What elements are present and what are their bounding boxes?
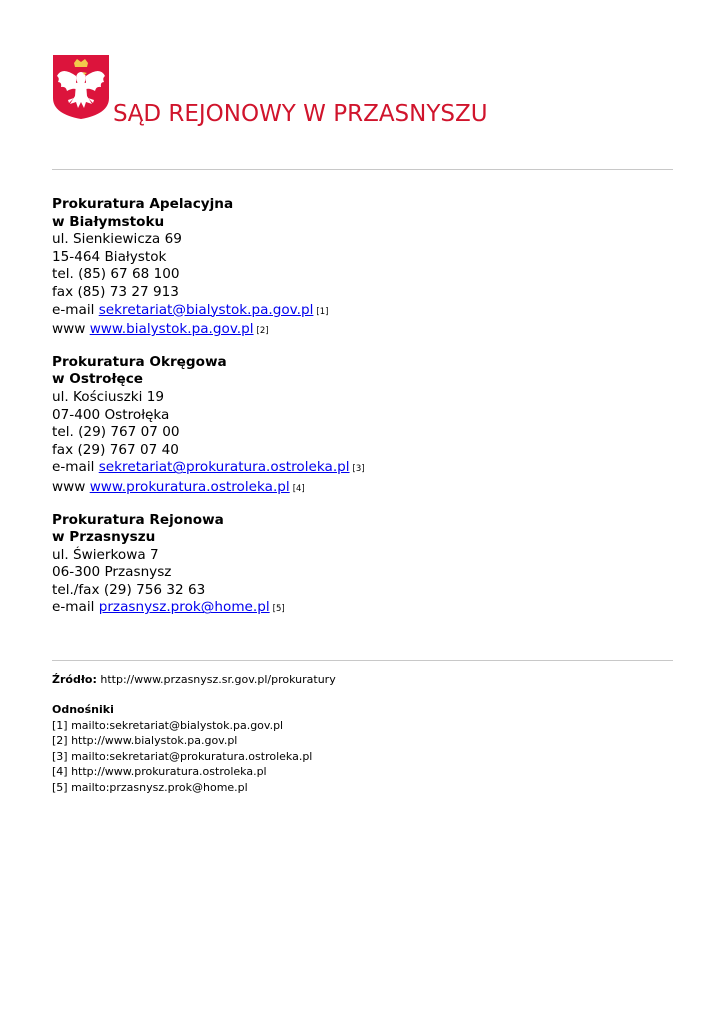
footnote-ref: [4] (292, 483, 305, 494)
website-link[interactable]: www.prokuratura.ostroleka.pl (89, 478, 290, 495)
office-location: w Przasnyszu (52, 529, 156, 546)
office-rejonowa (52, 512, 672, 620)
office-location: w Białymstoku (52, 213, 165, 230)
www-prefix: www (52, 321, 90, 338)
email-prefix: e-mail (52, 301, 99, 318)
office-city: 15-464 Białystok (52, 248, 167, 265)
office-fax: fax (29) 767 07 40 (52, 441, 179, 458)
footnote-ref: [5] (272, 604, 285, 615)
office-email-line (52, 302, 672, 322)
footer-divider (52, 660, 673, 661)
office-name: Prokuratura Okręgowa (52, 353, 227, 370)
footnote-item: [2] http://www.bialystok.pa.gov.pl (52, 734, 238, 748)
office-email-line (52, 599, 672, 619)
footnote-item: [4] http://www.prokuratura.ostroleka.pl (52, 765, 267, 779)
office-location: w Ostrołęce (52, 371, 144, 388)
footnote-item: [5] mailto:przasnysz.prok@home.pl (52, 780, 248, 794)
office-street: ul. Kościuszki 19 (52, 388, 165, 405)
office-phone: tel./fax (29) 756 32 63 (52, 581, 206, 598)
offices-list (52, 196, 672, 632)
polish-eagle-emblem-icon (52, 54, 110, 120)
office-name: Prokuratura Apelacyjna (52, 196, 234, 212)
www-prefix: www (52, 478, 90, 495)
footnotes (52, 702, 312, 796)
site-title: SĄD REJONOWY W PRZASNYSZU (113, 101, 488, 127)
header-divider (52, 169, 673, 170)
office-fax: fax (85) 73 27 913 (52, 283, 179, 300)
footnotes-title: Odnośniki (52, 703, 114, 716)
office-name: Prokuratura Rejonowa (52, 511, 224, 528)
office-street: ul. Sienkiewicza 69 (52, 231, 182, 248)
office-okregowa (52, 354, 672, 499)
office-apelacyjna (52, 196, 672, 341)
office-phone: tel. (29) 767 07 00 (52, 424, 180, 441)
email-link[interactable]: sekretariat@prokuratura.ostroleka.pl (98, 459, 350, 476)
office-city: 07-400 Ostrołęka (52, 406, 170, 423)
source-line (52, 673, 336, 687)
email-link[interactable]: sekretariat@bialystok.pa.gov.pl (98, 301, 314, 318)
footnote-ref: [2] (256, 326, 269, 337)
source-url: http://www.przasnysz.sr.gov.pl/prokuratury (100, 673, 336, 686)
footnote-ref: [3] (352, 464, 365, 475)
email-prefix: e-mail (52, 459, 99, 476)
footnote-item: [1] mailto:sekretariat@bialystok.pa.gov.pl (52, 718, 284, 732)
footnote-ref: [1] (316, 306, 329, 317)
email-link[interactable]: przasnysz.prok@home.pl (98, 599, 270, 616)
office-street: ul. Świerkowa 7 (52, 546, 159, 563)
office-phone: tel. (85) 67 68 100 (52, 266, 180, 283)
source-label: Źródło: (52, 673, 97, 686)
office-email-line (52, 459, 672, 479)
email-prefix: e-mail (52, 599, 99, 616)
footnote-item: [3] mailto:sekretariat@prokuratura.ostroleka.pl (52, 749, 313, 763)
office-www-line (52, 321, 672, 341)
office-www-line (52, 479, 672, 499)
website-link[interactable]: www.bialystok.pa.gov.pl (89, 321, 254, 338)
office-city: 06-300 Przasnysz (52, 564, 172, 581)
